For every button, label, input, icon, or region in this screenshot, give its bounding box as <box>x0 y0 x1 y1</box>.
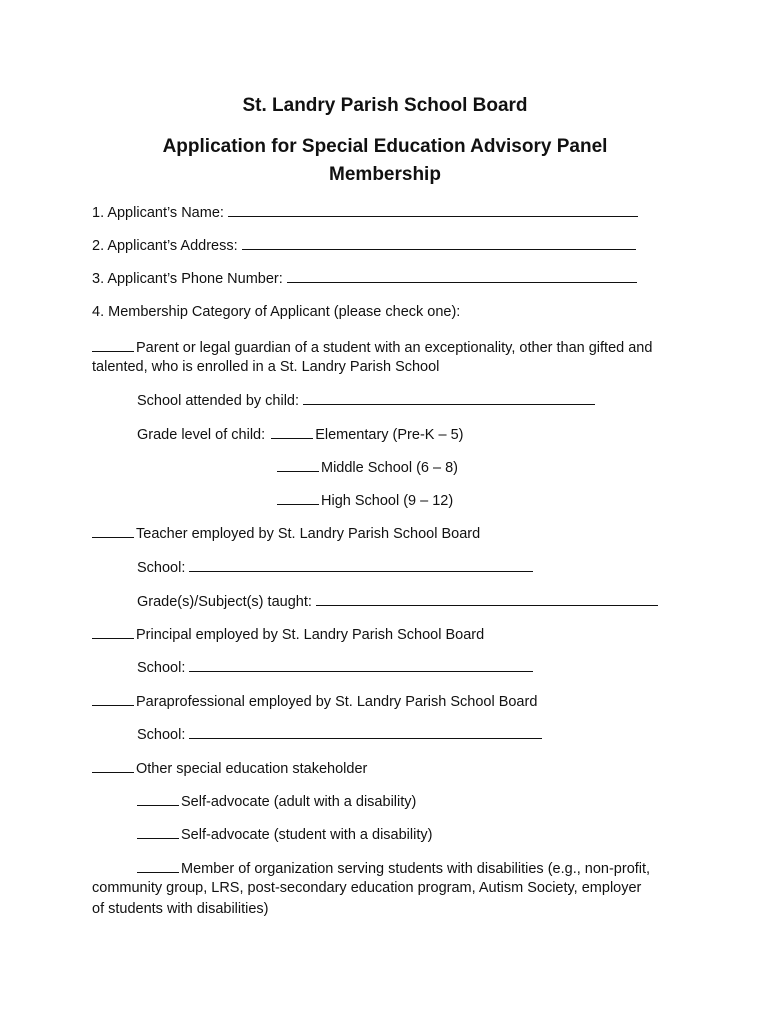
elementary-checkbox[interactable] <box>271 424 313 439</box>
principal-option-row <box>92 624 484 645</box>
principal-option-label: Principal employed by St. Landry Parish School Board <box>136 627 485 643</box>
self-advocate-student-label: Self-advocate (student with a disability) <box>181 827 433 843</box>
grade-level-label: Grade level of child: <box>137 427 266 443</box>
form-subtitle: Application for Special Education Advisory Panel <box>162 136 608 157</box>
self-advocate-adult-checkbox[interactable] <box>137 791 179 806</box>
applicant-name-label: 1. Applicant’s Name: <box>92 205 224 221</box>
middle-school-row <box>277 457 458 478</box>
child-school-row <box>137 390 595 411</box>
teacher-option-label: Teacher employed by St. Landry Parish School Board <box>136 526 481 542</box>
applicant-address-row <box>92 235 636 256</box>
parent-option-row <box>92 337 652 358</box>
parent-option-label-cont: talented, who is enrolled in a St. Landry Parish School <box>92 359 440 375</box>
self-advocate-student-checkbox[interactable] <box>137 824 179 839</box>
self-advocate-adult-label: Self-advocate (adult with a disability) <box>181 794 417 810</box>
applicant-phone-field[interactable] <box>287 268 637 283</box>
high-school-checkbox[interactable] <box>277 490 319 505</box>
applicant-address-field[interactable] <box>242 235 636 250</box>
paraprofessional-option-row <box>92 691 537 712</box>
high-school-option-label: High School (9 – 12) <box>321 493 454 509</box>
paraprofessional-option-label: Paraprofessional employed by St. Landry Parish School Board <box>136 694 538 710</box>
subjects-taught-field[interactable] <box>316 591 658 606</box>
self-advocate-student-row <box>137 824 432 845</box>
paraprofessional-school-label: School: <box>137 727 186 743</box>
other-stakeholder-label: Other special education stakeholder <box>136 761 368 777</box>
child-school-field[interactable] <box>303 390 595 405</box>
elementary-option-label: Elementary (Pre-K – 5) <box>315 427 464 443</box>
grade-level-row <box>137 424 463 445</box>
parent-option-label: Parent or legal guardian of a student with an exceptionality, other than gifted and <box>136 340 653 356</box>
other-stakeholder-row <box>92 758 367 779</box>
membership-category-label: 4. Membership Category of Applicant (please check one): <box>92 304 461 320</box>
high-school-row <box>277 490 453 511</box>
principal-school-label: School: <box>137 660 186 676</box>
organization-member-label-cont: community group, LRS, post-secondary education program, Autism Society, employer <box>92 880 642 896</box>
paraprofessional-school-row <box>137 724 542 745</box>
other-stakeholder-checkbox[interactable] <box>92 758 134 773</box>
applicant-name-field[interactable] <box>228 202 638 217</box>
middle-school-option-label: Middle School (6 – 8) <box>321 460 459 476</box>
organization-member-label-end: of students with disabilities) <box>92 901 269 917</box>
applicant-name-row <box>92 202 638 223</box>
subjects-taught-label: Grade(s)/Subject(s) taught: <box>137 594 312 610</box>
teacher-school-row <box>137 557 533 578</box>
applicant-address-label: 2. Applicant’s Address: <box>92 238 238 254</box>
organization-member-label: Member of organization serving students with disabilities (e.g., non-profit, <box>181 861 651 877</box>
middle-school-checkbox[interactable] <box>277 457 319 472</box>
teacher-option-row <box>92 523 480 544</box>
paraprofessional-checkbox[interactable] <box>92 691 134 706</box>
teacher-school-field[interactable] <box>189 557 533 572</box>
subjects-taught-row <box>137 591 658 612</box>
applicant-phone-label: 3. Applicant’s Phone Number: <box>92 271 283 287</box>
teacher-school-label: School: <box>137 560 186 576</box>
principal-checkbox[interactable] <box>92 624 134 639</box>
self-advocate-adult-row <box>137 791 416 812</box>
form-title: St. Landry Parish School Board <box>242 95 528 116</box>
paraprofessional-school-field[interactable] <box>189 724 542 739</box>
organization-member-row <box>137 858 650 879</box>
principal-school-field[interactable] <box>189 657 533 672</box>
parent-checkbox[interactable] <box>92 337 134 352</box>
principal-school-row <box>137 657 533 678</box>
organization-member-checkbox[interactable] <box>137 858 179 873</box>
child-school-label: School attended by child: <box>137 393 300 409</box>
form-subtitle-cont: Membership <box>329 164 441 185</box>
teacher-checkbox[interactable] <box>92 523 134 538</box>
applicant-phone-row <box>92 268 637 289</box>
